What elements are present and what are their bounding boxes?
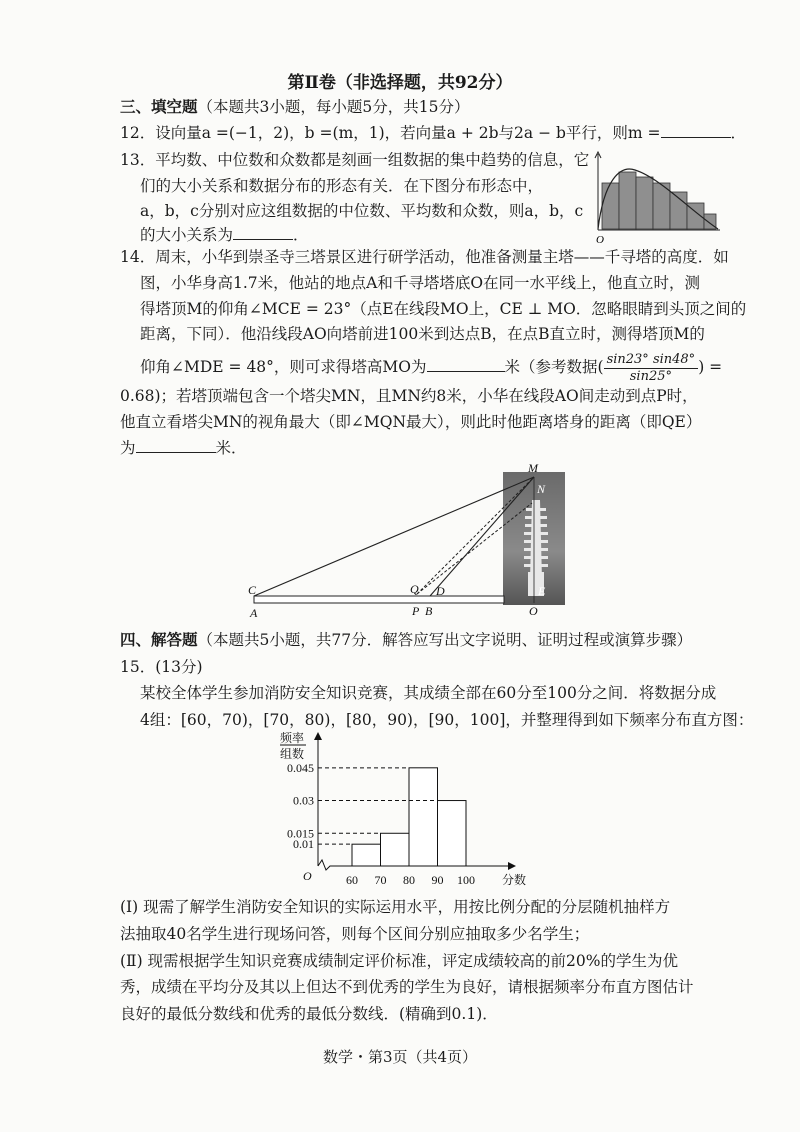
answer-blank: [427, 357, 505, 372]
histogram-bar: [438, 801, 467, 866]
question-text: 仰角∠MDE = 48°，则可求得塔高MO为: [140, 358, 427, 376]
histogram-bar: [352, 844, 381, 866]
label-o: O: [529, 604, 538, 618]
label-p: P: [412, 604, 420, 618]
y-tick-label: 0.045: [287, 760, 314, 775]
question-14-line: 14．周末，小华到崇圣寺三塔景区进行研学活动，他准备测量主塔——千寻塔的高度．如: [120, 248, 729, 266]
fraction-numerator: sin23° sin48°: [604, 352, 699, 369]
x-tick-label: 80: [403, 873, 415, 887]
x-tick-label: 70: [374, 873, 387, 887]
page-title: 第Ⅱ卷（非选择题，共92分）: [287, 73, 513, 93]
part-2-line: 良好的最低分数线和优秀的最低分数线．(精确到0.1)．: [120, 1005, 498, 1023]
question-15-line: 某校全体学生参加消防安全知识竞赛，其成绩全部在60分至100分之间．将数据分成: [140, 684, 717, 702]
y-axis-arrow: [314, 732, 322, 740]
label-b: B: [425, 604, 433, 618]
question-14-line: 距离，下同）．他沿线段AO向塔前进100米到达点B，在点B直立时，测得塔顶M的: [140, 325, 705, 343]
x-tick-label: 60: [346, 873, 358, 887]
part-1-line: 法抽取40名学生进行现场问答，则每个区间分别应抽取多少名学生；: [120, 925, 590, 943]
question-13-line: 们的大小关系和数据分布的形态有关．在下图分布形态中，: [140, 177, 544, 195]
x-axis-label: 分数: [502, 873, 527, 887]
question-14-line: 得塔顶M的仰角∠MCE = 23°（点E在线段MO上，CE ⊥ MO．忽略眼睛到头顶之间的: [140, 300, 747, 318]
fraction-denominator: sin25°: [629, 368, 672, 384]
section-heading: 三、填空题: [120, 97, 198, 116]
question-text: 12．设向量a =(−1，2)，b =(m，1)，若向量a + 2b与2a − b平行，则m =: [120, 124, 661, 142]
y-tick-label: 0.01: [293, 837, 314, 852]
answer-blank: [661, 123, 731, 138]
y-axis-label-denominator: 组数: [280, 747, 305, 761]
question-13-line: 13．平均数、中位数和众数都是刻画一组数据的集中趋势的信息，它: [120, 151, 590, 169]
question-14-line: 他直立看塔尖MN的视角最大（即∠MQN最大），则此时他距离塔身的距离（即QE）: [120, 413, 702, 431]
reference-fraction: [604, 352, 699, 385]
y-tick-label: 0.015: [287, 826, 314, 841]
histogram-bar: [381, 833, 410, 866]
x-tick-label: 100: [457, 873, 475, 887]
skewed-distribution-figure: [590, 150, 720, 245]
question-15-line: 4组：[60，70)，[70，80)，[80，90)，[90，100]，并整理得到如下频率分布直方图：: [140, 711, 754, 729]
question-14-line: [140, 350, 722, 385]
origin-label: O: [596, 234, 604, 245]
section-4-heading: [120, 630, 692, 650]
question-text: 米（参考数据(: [504, 358, 604, 376]
answer-blank: [233, 225, 293, 240]
label-c: C: [248, 583, 257, 597]
x-axis-arrow: [508, 862, 516, 870]
question-14-line: [120, 438, 247, 458]
frequency-histogram: [250, 728, 550, 888]
part-2-line: 秀，成绩在平均分及其以上但达不到优秀的学生为良好，请根据频率分布直方图估计: [120, 978, 694, 996]
answer-blank: [136, 438, 216, 453]
question-text: ) =: [698, 358, 723, 376]
page-footer: 数学・第3页（共4页）: [322, 1048, 478, 1066]
part-2-line: (Ⅱ) 现需根据学生知识竞赛成绩制定评价标准，评定成绩较高的前20%的学生为优: [120, 952, 679, 970]
label-e: E: [538, 584, 546, 598]
label-d: D: [436, 584, 445, 598]
section-note: （本题共3小题，每小题5分，共15分）: [197, 98, 470, 116]
x-tick-label: 90: [431, 873, 444, 887]
question-14-line: 0.68)；若塔顶端包含一个塔尖MN，且MN约8米，小华在线段AO间走动到点P时，: [120, 387, 698, 405]
question-text: 米．: [215, 439, 247, 457]
y-tick-label: 0.03: [293, 793, 314, 808]
question-text: 的大小关系为: [140, 226, 234, 244]
label-a: A: [250, 606, 258, 620]
section-heading: 四、解答题: [120, 630, 198, 649]
origin-label: O: [303, 869, 312, 883]
label-q: Q: [410, 582, 419, 596]
punct: ．: [730, 124, 747, 142]
question-text: 为: [120, 439, 136, 457]
part-1-line: (Ⅰ) 现需了解学生消防安全知识的实际运用水平，用按比例分配的分层随机抽样方: [120, 898, 671, 916]
tower-diagram: [240, 460, 580, 625]
question-12: [120, 123, 746, 143]
label-m: M: [528, 461, 538, 475]
section-note: （本题共5小题，共77分．解答应写出文字说明、证明过程或演算步骤）: [197, 631, 693, 649]
section-3-heading: [120, 97, 469, 117]
question-15-number: 15．(13分): [120, 658, 203, 676]
label-n: N: [537, 482, 546, 496]
question-13-line: a，b，c分别对应这组数据的中位数、平均数和众数，则a，b，c: [140, 202, 584, 220]
question-13-line: [140, 225, 309, 245]
question-14-line: 图，小华身高1.7米，他站的地点A和千寻塔塔底O在同一水平线上，他直立时，测: [140, 274, 701, 292]
histogram-bar: [409, 768, 438, 866]
punct: ．: [293, 226, 309, 244]
y-axis-label-numerator: 频率: [280, 731, 305, 745]
